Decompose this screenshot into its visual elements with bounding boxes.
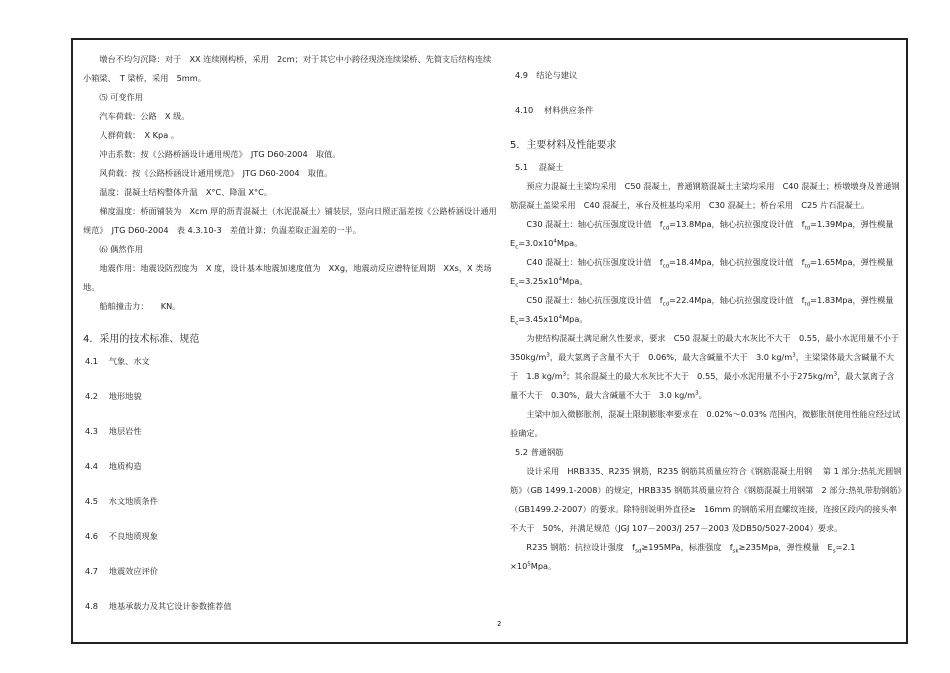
steel-paragraph: 设计采用 HRB335、R235 钢筋，R235 钢筋其质量应符合《钢筋混凝土用钢 第 1 部分:热轧光圆钢筋》（GB 1499.1-2008）的规定，HRB335 钢筋其质量应符合《钢筋混凝土用钢第 2 部分:热轧带肋钢筋》（GB1499.2-2007）的要求。除特别说明外直径≥ 16mm 的钢筋采用直螺纹连接，连接区段内的接头率不大于 50%，并满足规范（JGJ 107－2003/J 257－2003 及DB50/5027-2004）要求。 <box>510 466 902 533</box>
ship-impact: 船舶撞击力： KN。 <box>99 301 181 311</box>
list-item: 4.4 地质构造 <box>85 461 142 471</box>
list-item: 4.5 水文地质条件 <box>85 496 158 506</box>
accidental-action-heading: ⑹ 偶然作用 <box>99 244 143 254</box>
crowd-load: 人群荷载： X Kpa 。 <box>99 130 180 140</box>
list-item: 4.7 地震效应评价 <box>85 566 158 576</box>
subsection-5-2: 5.2 普通钢筋 <box>515 447 564 457</box>
right-column <box>510 66 908 576</box>
list-item: 4.2 地形地貌 <box>85 391 142 401</box>
wind-load: 风荷载：按《公路桥涵设计通用规范》 JTG D60-2004 取值。 <box>99 168 333 178</box>
earthquake-action: 地震作用：地震设防烈度为 X 度，设计基本地震加速度值为 XXg，地震动反应谱特征周期 XXs，X 类场地。 <box>83 263 492 292</box>
subsection-5-1: 5.1 混凝土 <box>515 162 564 172</box>
gradient-temperature: 梯度温度：桥面铺装为 Xcm 厚的沥青混凝土（水泥混凝土）铺装层，竖向日照正温差按《公路桥涵设计通用规范》 JTG D60-2004 表 4.3.10-3 差值计算；负温差取正温差的一半。 <box>83 206 497 235</box>
section-4-heading: 4．采用的技术标准、规范 <box>83 334 200 345</box>
list-item: 4.1 气象、水文 <box>85 356 150 366</box>
list-item: 4.8 地基承载力及其它设计参数推荐值 <box>85 601 232 611</box>
expansion-paragraph: 主梁中加入微膨胀剂，混凝土限制膨胀率要求在 0.02%～0.03% 范围内，微膨胀剂使用性能应经过试验确定。 <box>510 409 901 438</box>
list-item: 4.10 材料供应条件 <box>515 105 594 115</box>
durability-paragraph: 为使结构混凝土满足耐久性要求，要求 C50 混凝土的最大水灰比不大于 0.55，最小水泥用量不小于 $350kg/m^3$，最大氯离子含量不大于 0.06%，最大含碱量不大于 3.0 $kg/m^3$，主梁梁体最大含碱量不大于 1.8 $kg/m^3$；其余混凝土的最大水灰比不大于 0.55，最小水泥用量不小于$275kg/m^3$，最大氯离子含量不大于 0.30%，最大含碱量不大于 3.0 $kg/m^3$。 <box>510 333 908 400</box>
list-item: 4.3 地层岩性 <box>85 426 142 436</box>
c50-spec: C50 混凝土：轴心抗压强度设计值 $f_{cd}=22.4Mpa$，轴心抗拉强度设计值 $f_{td}=1.83Mpa$，弹性模量 $E_c=3.45x10^4Mpa$。 <box>510 295 894 327</box>
r235-spec: R235 钢筋：抗拉设计强度 $f_{sd}\ge 195MPa$，标准强度 $f_{sk}\ge 235Mpa$，弹性模量 $E_s=2.1 \times 10^5Mpa$。 <box>510 542 856 571</box>
page-number: 2 <box>497 620 502 628</box>
c40-spec: C40 混凝土：轴心抗压强度设计值 $f_{cd}=18.4Mpa$，轴心抗拉强度设计值 $f_{td}=1.65Mpa$，弹性模量 $E_c=3.25x10^4Mpa$。 <box>510 257 894 289</box>
concrete-paragraph: 预应力混凝土主梁均采用 C50 混凝土，普通钢筋混凝土主梁均采用 C40 混凝土；桥墩墩身及普通钢筋混凝土盖梁采用 C40 混凝土，承台及桩基均采用 C30 混凝土；桥台采用 C25 片石混凝土。 <box>510 181 900 210</box>
section-5-heading: 5．主要材料及性能要求 <box>510 140 617 151</box>
left-column <box>83 50 498 632</box>
settlement-paragraph: 墩台不均匀沉降：对于 XX 连续刚构桥，采用 2cm；对于其它中小跨径现浇连续梁桥、先简支后结构连续小箱梁、 T 梁桥，采用 5mm。 <box>83 54 492 83</box>
c30-spec: C30 混凝土：轴心抗压强度设计值 $f_{cd}=13.8Mpa$，轴心抗拉强度设计值 $f_{td}=1.39Mpa$，弹性模量 $E_c=3.0x10^4Mpa$。 <box>510 219 894 251</box>
list-item: 4.6 不良地质现象 <box>85 531 158 541</box>
list-item: 4.9 结论与建议 <box>515 70 578 80</box>
variable-action-heading: ⑸ 可变作用 <box>99 92 143 102</box>
temperature: 温度：混凝土结构整体升温 X°C、降温 X°C。 <box>99 187 273 197</box>
impact-factor: 冲击系数：按《公路桥涵设计通用规范》 JTG D60-2004 取值。 <box>99 149 341 159</box>
vehicle-load: 汽车荷载：公路 X 级。 <box>99 111 190 121</box>
